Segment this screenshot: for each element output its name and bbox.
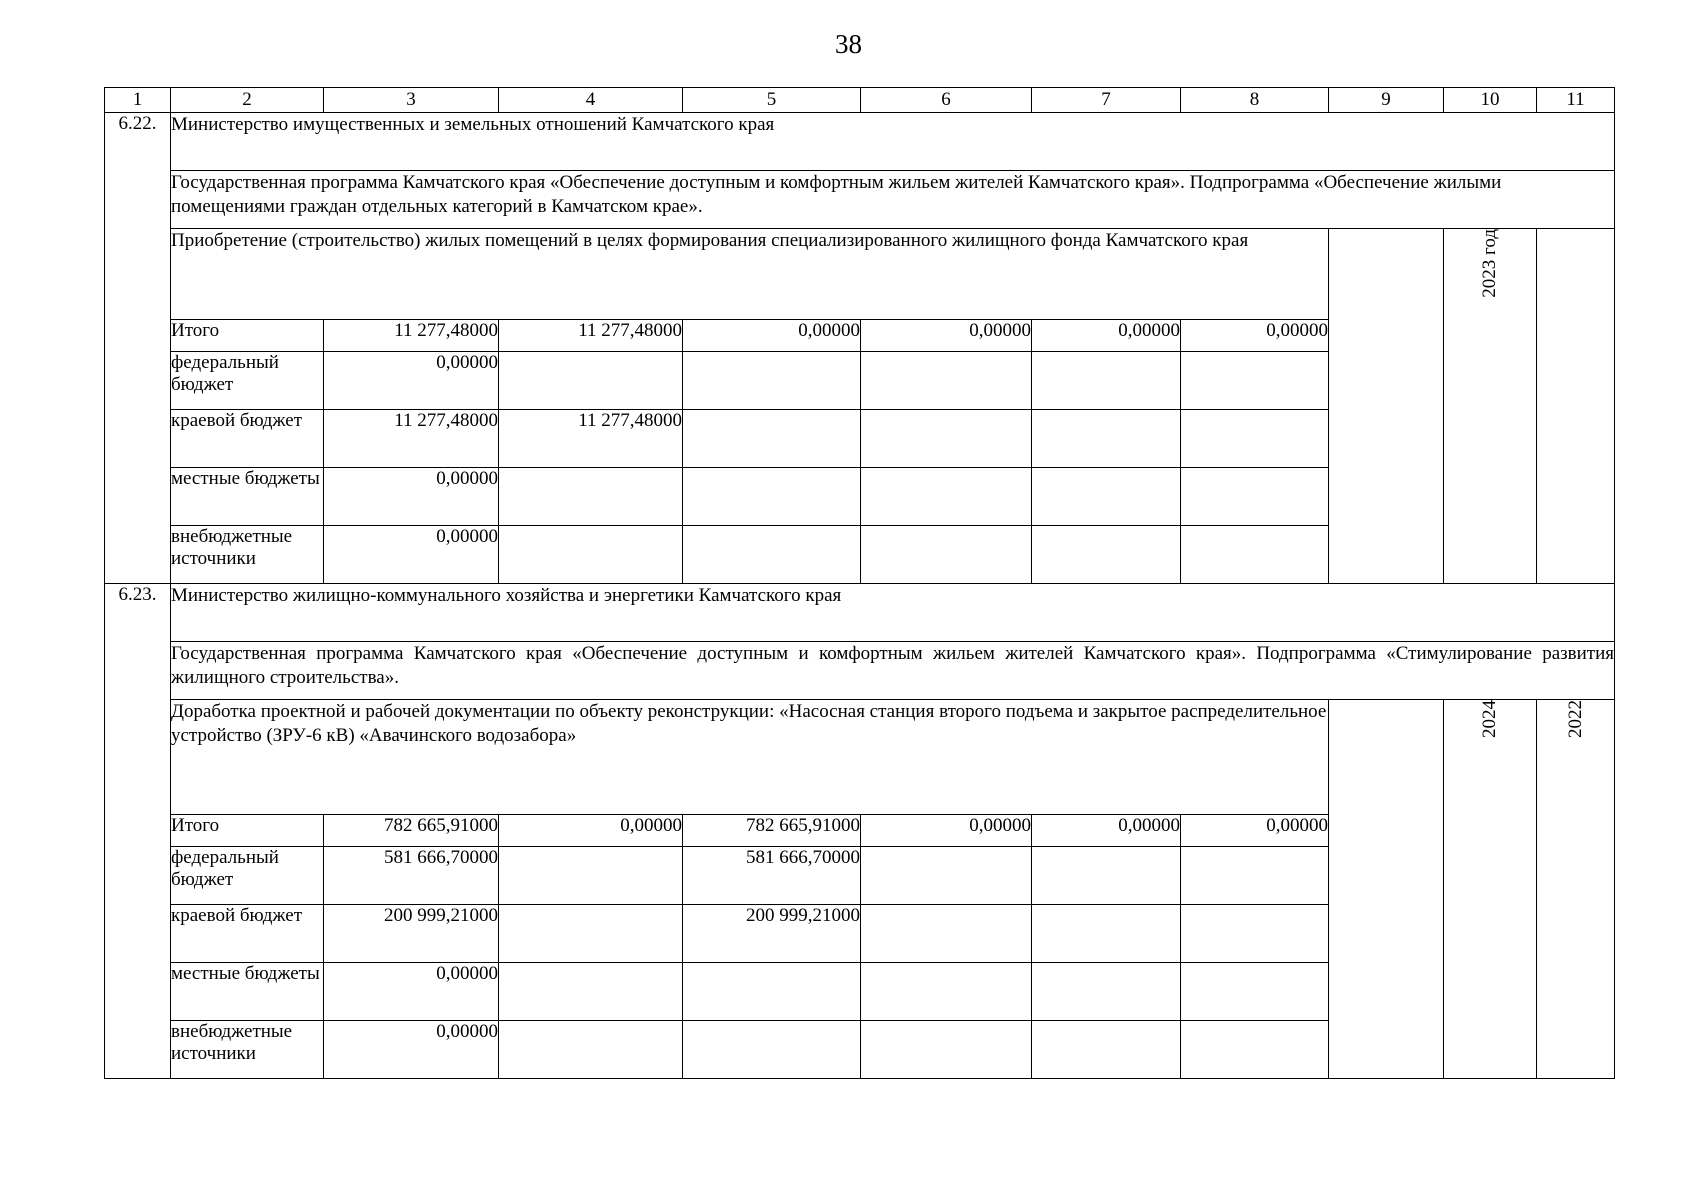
value-cell: 11 277,48000 [324, 410, 499, 468]
col9-cell [1329, 700, 1444, 1079]
row-label: внебюджетные источники [171, 526, 324, 584]
column-number: 3 [324, 88, 499, 113]
value-cell [1181, 468, 1329, 526]
value-cell [683, 468, 861, 526]
value-cell [861, 847, 1032, 905]
program-row [105, 171, 1615, 229]
column-number: 10 [1444, 88, 1537, 113]
value-cell: 0,00000 [861, 815, 1032, 847]
value-cell: 0,00000 [1181, 815, 1329, 847]
value-cell: 0,00000 [683, 320, 861, 352]
col11-cell [1537, 700, 1615, 1079]
value-cell [1181, 1021, 1329, 1079]
value-cell [499, 526, 683, 584]
row-label: внебюджетные источники [171, 1021, 324, 1079]
value-cell: 0,00000 [1032, 815, 1181, 847]
value-cell [1181, 963, 1329, 1021]
ministry-name: Министерство имущественных и земельных отношений Камчатского края [171, 113, 1615, 171]
column-number: 5 [683, 88, 861, 113]
column-number: 8 [1181, 88, 1329, 113]
value-cell [499, 847, 683, 905]
row-label: Итого [171, 320, 324, 352]
value-cell [1181, 905, 1329, 963]
value-cell [499, 468, 683, 526]
value-cell [1032, 963, 1181, 1021]
value-cell: 0,00000 [324, 352, 499, 410]
value-cell [1181, 352, 1329, 410]
value-cell [683, 410, 861, 468]
value-cell: 11 277,48000 [324, 320, 499, 352]
value-cell [861, 905, 1032, 963]
measure-row [105, 229, 1615, 320]
value-cell [683, 963, 861, 1021]
column-numbers-row [105, 88, 1615, 113]
column-number: 11 [1537, 88, 1615, 113]
value-cell [1181, 847, 1329, 905]
value-cell [1032, 905, 1181, 963]
ministry-row [105, 584, 1615, 642]
value-cell: 0,00000 [324, 963, 499, 1021]
program-name: Государственная программа Камчатского края «Обеспечение доступным и комфортным жильем жителей Камчатского края». Подпрограмма «Обеспечение жилыми помещениями граждан отдельных категорий в Камчатском крае». [171, 171, 1615, 229]
value-cell [1032, 352, 1181, 410]
year-label: 2023 год [1479, 229, 1500, 298]
value-cell: 0,00000 [324, 526, 499, 584]
value-cell: 0,00000 [324, 1021, 499, 1079]
col11-cell [1537, 229, 1615, 584]
value-cell [1032, 468, 1181, 526]
row-label: краевой бюджет [171, 410, 324, 468]
value-cell: 0,00000 [324, 468, 499, 526]
program-name: Государственная программа Камчатского края «Обеспечение доступным и комфортным жильем жителей Камчатского края». Подпрограмма «Стимулирование развития жилищного строительства». [171, 642, 1615, 700]
value-cell [861, 526, 1032, 584]
year-label: 2024 [1479, 700, 1500, 738]
measure-row [105, 700, 1615, 815]
value-cell [499, 905, 683, 963]
value-cell: 11 277,48000 [499, 410, 683, 468]
value-cell [1032, 410, 1181, 468]
value-cell: 581 666,70000 [324, 847, 499, 905]
col10-cell [1444, 700, 1537, 1079]
column-number: 4 [499, 88, 683, 113]
measure-name: Приобретение (строительство) жилых помещений в целях формирования специализированного жилищного фонда Камчатского края [171, 229, 1329, 320]
value-cell: 0,00000 [1181, 320, 1329, 352]
value-cell [499, 963, 683, 1021]
value-cell: 581 666,70000 [683, 847, 861, 905]
program-row [105, 642, 1615, 700]
measure-name: Доработка проектной и рабочей документации по объекту реконструкции: «Насосная станция второго подъема и закрытое распределительное устройство (ЗРУ-6 кВ) «Авачинского водозабора» [171, 700, 1329, 815]
value-cell: 0,00000 [861, 320, 1032, 352]
year-label: 2022 [1564, 700, 1586, 738]
row-label: местные бюджеты [171, 963, 324, 1021]
ministry-name: Министерство жилищно-коммунального хозяйства и энергетики Камчатского края [171, 584, 1615, 642]
value-cell [861, 352, 1032, 410]
value-cell [683, 1021, 861, 1079]
value-cell [1032, 1021, 1181, 1079]
value-cell [1181, 410, 1329, 468]
row-label: местные бюджеты [171, 468, 324, 526]
column-number: 2 [171, 88, 324, 113]
value-cell [1032, 847, 1181, 905]
ministry-row [105, 113, 1615, 171]
column-number: 6 [861, 88, 1032, 113]
value-cell: 200 999,21000 [683, 905, 861, 963]
value-cell: 782 665,91000 [683, 815, 861, 847]
value-cell [861, 410, 1032, 468]
column-number: 7 [1032, 88, 1181, 113]
value-cell [861, 1021, 1032, 1079]
col9-cell [1329, 229, 1444, 584]
value-cell: 200 999,21000 [324, 905, 499, 963]
row-label: Итого [171, 815, 324, 847]
budget-table [104, 87, 1615, 1079]
value-cell [861, 963, 1032, 1021]
value-cell [683, 526, 861, 584]
value-cell: 0,00000 [499, 815, 683, 847]
section-index: 6.22. [105, 113, 171, 584]
row-label: краевой бюджет [171, 905, 324, 963]
col10-cell [1444, 229, 1537, 584]
section-index: 6.23. [105, 584, 171, 1079]
value-cell [861, 468, 1032, 526]
value-cell [1181, 526, 1329, 584]
row-label: федеральный бюджет [171, 847, 324, 905]
value-cell [499, 352, 683, 410]
value-cell: 0,00000 [1032, 320, 1181, 352]
value-cell: 782 665,91000 [324, 815, 499, 847]
page-number: 38 [835, 29, 862, 59]
column-number: 9 [1329, 88, 1444, 113]
column-number: 1 [105, 88, 171, 113]
row-label: федеральный бюджет [171, 352, 324, 410]
value-cell [683, 352, 861, 410]
value-cell: 11 277,48000 [499, 320, 683, 352]
value-cell [1032, 526, 1181, 584]
value-cell [499, 1021, 683, 1079]
